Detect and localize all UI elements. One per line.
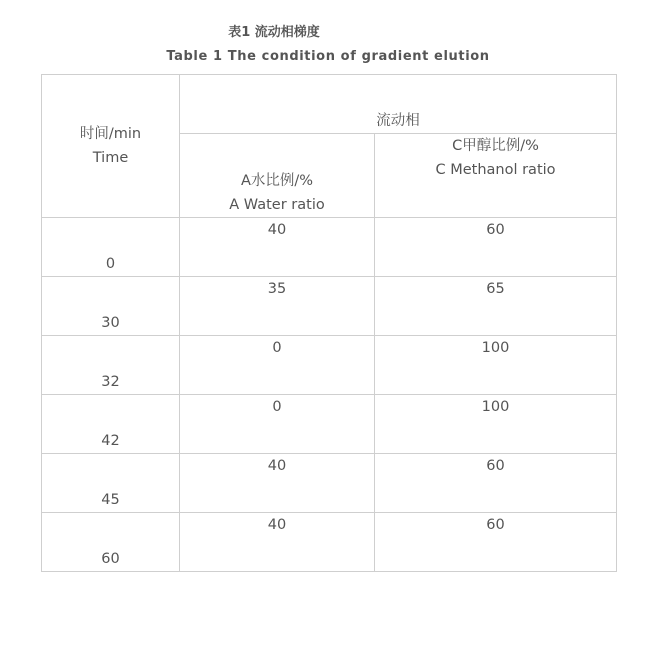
methanol-ratio-cell: 65 [375,277,617,336]
table-row [42,395,617,454]
table-row [42,336,617,395]
water-ratio-cell: 35 [180,277,375,336]
methanol-ratio-cell: 60 [375,454,617,513]
mobile-phase-header: 流动相 [180,75,617,134]
table-row [42,513,617,572]
methanol-ratio-cell: 60 [375,218,617,277]
water-ratio-cell: 0 [180,336,375,395]
time-cell: 42 [42,395,180,454]
time-header-english: Time [92,150,129,166]
table-row [42,454,617,513]
time-header-cell [42,75,180,218]
water-ratio-header-chinese: A水比例/% [240,173,314,189]
header-row-1 [42,75,617,134]
gradient-elution-table [41,74,617,572]
time-header-chinese: 时间/min [79,126,142,142]
water-ratio-header-english: A Water ratio [229,197,325,213]
water-ratio-cell: 40 [180,454,375,513]
methanol-ratio-header-chinese: C甲醇比例/% [452,138,539,154]
water-ratio-cell: 40 [180,218,375,277]
methanol-ratio-cell: 100 [375,336,617,395]
time-cell: 30 [42,277,180,336]
time-cell: 60 [42,513,180,572]
methanol-ratio-cell: 100 [375,395,617,454]
time-cell: 0 [42,218,180,277]
methanol-ratio-cell: 60 [375,513,617,572]
water-ratio-header [180,134,375,218]
water-ratio-cell: 0 [180,395,375,454]
table-caption-english: Table 1 The condition of gradient elution [166,49,490,64]
table-row [42,277,617,336]
time-cell: 45 [42,454,180,513]
table-caption-chinese: 表1 流动相梯度 [228,25,320,40]
water-ratio-cell: 40 [180,513,375,572]
table-row [42,218,617,277]
methanol-ratio-header-english: C Methanol ratio [435,162,556,178]
methanol-ratio-header [375,134,617,218]
time-cell: 32 [42,336,180,395]
